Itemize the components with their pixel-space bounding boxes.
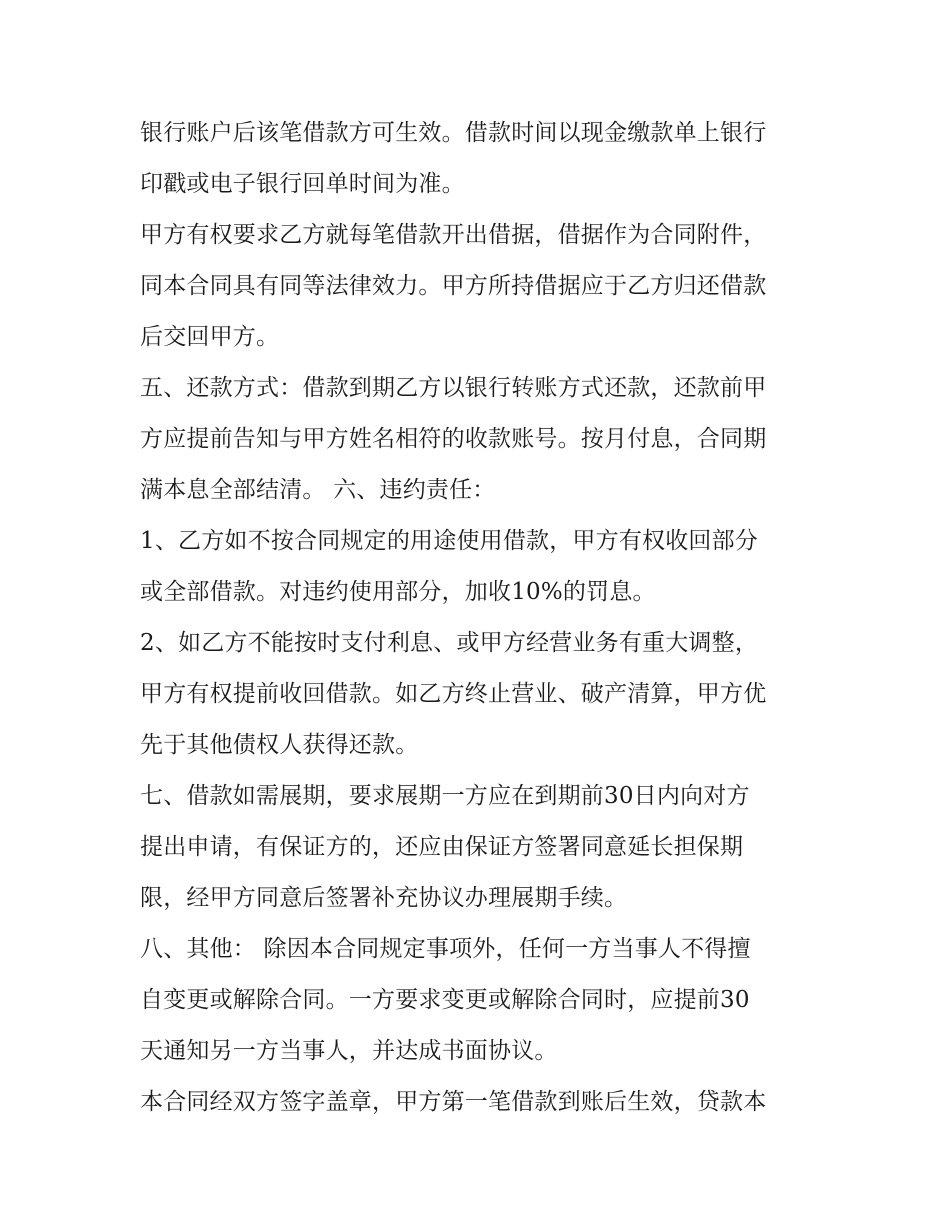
document-body bbox=[140, 108, 820, 1128]
text-line: 满本息全部结清。 六、违约责任： bbox=[140, 477, 496, 503]
text-line: 提出申请，有保证方的，还应由保证方签署同意延长担保期 bbox=[140, 834, 744, 860]
text-line: 1、乙方如不按合同规定的用途使用借款，甲方有权收回部分 bbox=[140, 528, 759, 554]
text-line: 本合同经双方签字盖章，甲方第一笔借款到账后生效，贷款本 bbox=[140, 1089, 767, 1115]
text-line: 银行账户后该笔借款方可生效。借款时间以现金缴款单上银行 bbox=[140, 120, 767, 146]
text-line: 五、还款方式：借款到期乙方以银行转账方式还款，还款前甲 bbox=[140, 375, 767, 401]
text-line: 甲方有权提前收回借款。如乙方终止营业、破产清算，甲方优 bbox=[140, 681, 767, 707]
text-line: 天通知另一方当事人，并达成书面协议。 bbox=[140, 1038, 558, 1064]
text-line: 后交回甲方。 bbox=[140, 324, 280, 350]
text-line: 八、其他： 除因本合同规定事项外，任何一方当事人不得擅 bbox=[140, 936, 751, 962]
text-line: 2、如乙方不能按时支付利息、或甲方经营业务有重大调整， bbox=[140, 630, 759, 656]
text-line: 或全部借款。对违约使用部分，加收10%的罚息。 bbox=[140, 579, 656, 605]
text-line: 限，经甲方同意后签署补充协议办理展期手续。 bbox=[140, 885, 628, 911]
text-line: 同本合同具有同等法律效力。甲方所持借据应于乙方归还借款 bbox=[140, 273, 767, 299]
text-line: 先于其他债权人获得还款。 bbox=[140, 732, 419, 758]
text-line: 甲方有权要求乙方就每笔借款开出借据，借据作为合同附件， bbox=[140, 222, 767, 248]
text-line: 方应提前告知与甲方姓名相符的收款账号。按月付息，合同期 bbox=[140, 426, 767, 452]
text-line: 自变更或解除合同。一方要求变更或解除合同时，应提前30 bbox=[140, 987, 750, 1013]
text-line: 七、借款如需展期，要求展期一方应在到期前30日内向对方 bbox=[140, 783, 750, 809]
text-line: 印戳或电子银行回单时间为准。 bbox=[140, 171, 465, 197]
